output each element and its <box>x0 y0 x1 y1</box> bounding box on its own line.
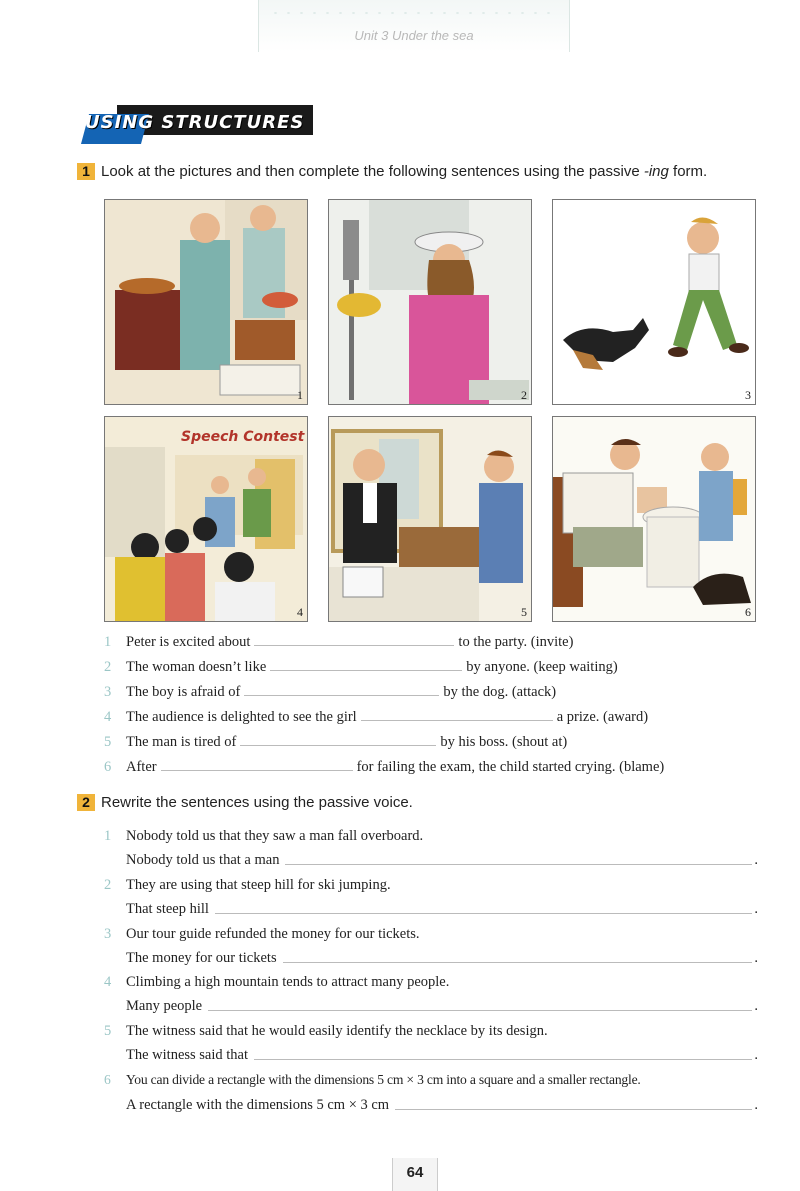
ex2-item-2-answer <box>126 901 758 918</box>
ex1-sentence-3-before: The boy is afraid of <box>126 684 241 700</box>
ex2-item-2-period: . <box>754 901 758 917</box>
ex2-item-6-text: You can divide a rectangle with the dimensions 5 cm × 3 cm into a square and a smaller rectangle. <box>126 1072 641 1087</box>
ex2-item-3-period: . <box>754 950 758 966</box>
ex1-sentence-6-before: After <box>126 759 157 775</box>
unit-header <box>258 0 570 52</box>
exercise1-number: 1 <box>77 163 95 180</box>
picture-5-number: 5 <box>521 605 527 619</box>
ex1-sentence-5 <box>104 734 567 751</box>
exercise2-heading <box>77 794 413 811</box>
ex1-answer-blank-3[interactable] <box>244 694 439 696</box>
ex2-item-3-text: Our tour guide refunded the money for our tickets. <box>126 926 420 942</box>
ex2-item-5-start: The witness said that <box>126 1047 249 1063</box>
header-decoration <box>269 10 559 18</box>
ex2-item-1-number: 1 <box>104 828 112 844</box>
ex2-item-4-original <box>104 974 449 991</box>
ex2-answer-line-6[interactable] <box>395 1108 752 1110</box>
ex1-sentence-1-number: 1 <box>104 634 112 650</box>
ex1-sentence-2-after: by anyone. (keep waiting) <box>466 659 618 675</box>
exercise2-instruction: Rewrite the sentences using the passive voice. <box>101 794 413 811</box>
ex2-item-4-period: . <box>754 998 758 1014</box>
exercise1-heading <box>77 163 707 180</box>
exercise1-instruction-pre: Look at the pictures and then complete the following sentences using the passive <box>101 163 644 180</box>
picture-6-illustration <box>553 417 755 621</box>
picture-2-number: 2 <box>521 388 527 402</box>
ex2-answer-line-1[interactable] <box>285 863 752 865</box>
exercise1-instruction-post: form. <box>668 163 708 180</box>
ex2-answer-line-2[interactable] <box>215 912 752 914</box>
ex2-item-1-answer <box>126 852 758 869</box>
ex2-item-1-text: Nobody told us that they saw a man fall overboard. <box>126 828 424 844</box>
picture-4 <box>104 416 308 622</box>
ex2-item-5-number: 5 <box>104 1023 112 1039</box>
ex2-item-4-number: 4 <box>104 974 112 990</box>
picture-6-number: 6 <box>745 605 751 619</box>
unit-title: Unit 3 Under the sea <box>354 28 474 43</box>
picture-2 <box>328 199 532 405</box>
ex1-answer-blank-5[interactable] <box>240 744 436 746</box>
ex2-item-4-start: Many people <box>126 998 203 1014</box>
picture-1-illustration <box>105 200 307 404</box>
ex1-sentence-4-number: 4 <box>104 709 112 725</box>
page-number: 64 <box>392 1158 438 1191</box>
section-title: USING STRUCTURES <box>85 112 305 133</box>
speech-contest-label: Speech Contest <box>181 429 305 445</box>
picture-2-illustration <box>329 200 531 404</box>
ex2-item-5-text: The witness said that he would easily identify the necklace by its design. <box>126 1023 548 1039</box>
ex2-item-2-text: They are using that steep hill for ski jumping. <box>126 877 391 893</box>
ex1-sentence-4 <box>104 709 648 726</box>
ex2-item-5-original <box>104 1023 548 1040</box>
picture-4-number: 4 <box>297 605 303 619</box>
ex2-item-3-start: The money for our tickets <box>126 950 277 966</box>
section-banner <box>77 100 322 144</box>
ex1-sentence-5-number: 5 <box>104 734 112 750</box>
ex2-item-4-text: Climbing a high mountain tends to attract many people. <box>126 974 450 990</box>
ex1-sentence-2-before: The woman doesn’t like <box>126 659 267 675</box>
ex1-answer-blank-1[interactable] <box>254 644 454 646</box>
ex2-item-6-number: 6 <box>104 1072 111 1087</box>
ex1-sentence-5-before: The man is tired of <box>126 734 237 750</box>
ex2-answer-line-5[interactable] <box>254 1058 752 1060</box>
ex1-answer-blank-6[interactable] <box>161 769 353 771</box>
ex1-sentence-6 <box>104 759 664 776</box>
ex2-item-1-start: Nobody told us that a man <box>126 852 280 868</box>
ex1-answer-blank-4[interactable] <box>361 719 553 721</box>
exercise1-instruction-em: -ing <box>643 163 669 180</box>
ex1-sentence-2-number: 2 <box>104 659 112 675</box>
ex2-item-6-start: A rectangle with the dimensions 5 cm × 3 cm <box>126 1097 390 1113</box>
ex1-sentence-1-after: to the party. (invite) <box>458 634 574 650</box>
ex1-sentence-6-after: for failing the exam, the child started crying. (blame) <box>356 759 665 775</box>
exercise2-number: 2 <box>77 794 95 811</box>
ex1-sentence-1-before: Peter is excited about <box>126 634 251 650</box>
ex1-sentence-3-after: by the dog. (attack) <box>443 684 557 700</box>
ex2-item-2-number: 2 <box>104 877 112 893</box>
ex2-item-6-original <box>104 1072 641 1088</box>
picture-6 <box>552 416 756 622</box>
ex1-answer-blank-2[interactable] <box>270 669 462 671</box>
ex2-item-2-original <box>104 877 391 894</box>
ex2-item-1-period: . <box>754 852 758 868</box>
picture-5 <box>328 416 532 622</box>
picture-1-number: 1 <box>297 388 303 402</box>
ex1-sentence-3 <box>104 684 556 701</box>
picture-3-number: 3 <box>745 388 751 402</box>
ex2-item-6-answer <box>126 1097 758 1114</box>
ex2-item-3-answer <box>126 950 758 967</box>
ex2-answer-line-3[interactable] <box>283 961 753 963</box>
picture-3-illustration <box>553 200 755 404</box>
ex2-item-5-period: . <box>754 1047 758 1063</box>
ex1-sentence-5-after: by his boss. (shout at) <box>440 734 568 750</box>
ex2-item-6-period: . <box>754 1097 758 1113</box>
picture-5-illustration <box>329 417 531 621</box>
ex1-sentence-6-number: 6 <box>104 759 112 775</box>
ex2-item-1-original <box>104 828 423 845</box>
ex2-item-3-number: 3 <box>104 926 112 942</box>
ex1-sentence-2 <box>104 659 618 676</box>
picture-4-illustration <box>105 417 307 621</box>
ex1-sentence-1 <box>104 634 573 651</box>
ex1-sentence-4-before: The audience is delighted to see the girl <box>126 709 357 725</box>
ex2-answer-line-4[interactable] <box>208 1009 752 1011</box>
ex1-sentence-4-after: a prize. (award) <box>556 709 649 725</box>
ex2-item-2-start: That steep hill <box>126 901 209 917</box>
picture-1 <box>104 199 308 405</box>
ex2-item-5-answer <box>126 1047 758 1064</box>
ex2-item-3-original <box>104 926 420 943</box>
picture-3 <box>552 199 756 405</box>
ex1-sentence-3-number: 3 <box>104 684 112 700</box>
ex2-item-4-answer <box>126 998 758 1015</box>
